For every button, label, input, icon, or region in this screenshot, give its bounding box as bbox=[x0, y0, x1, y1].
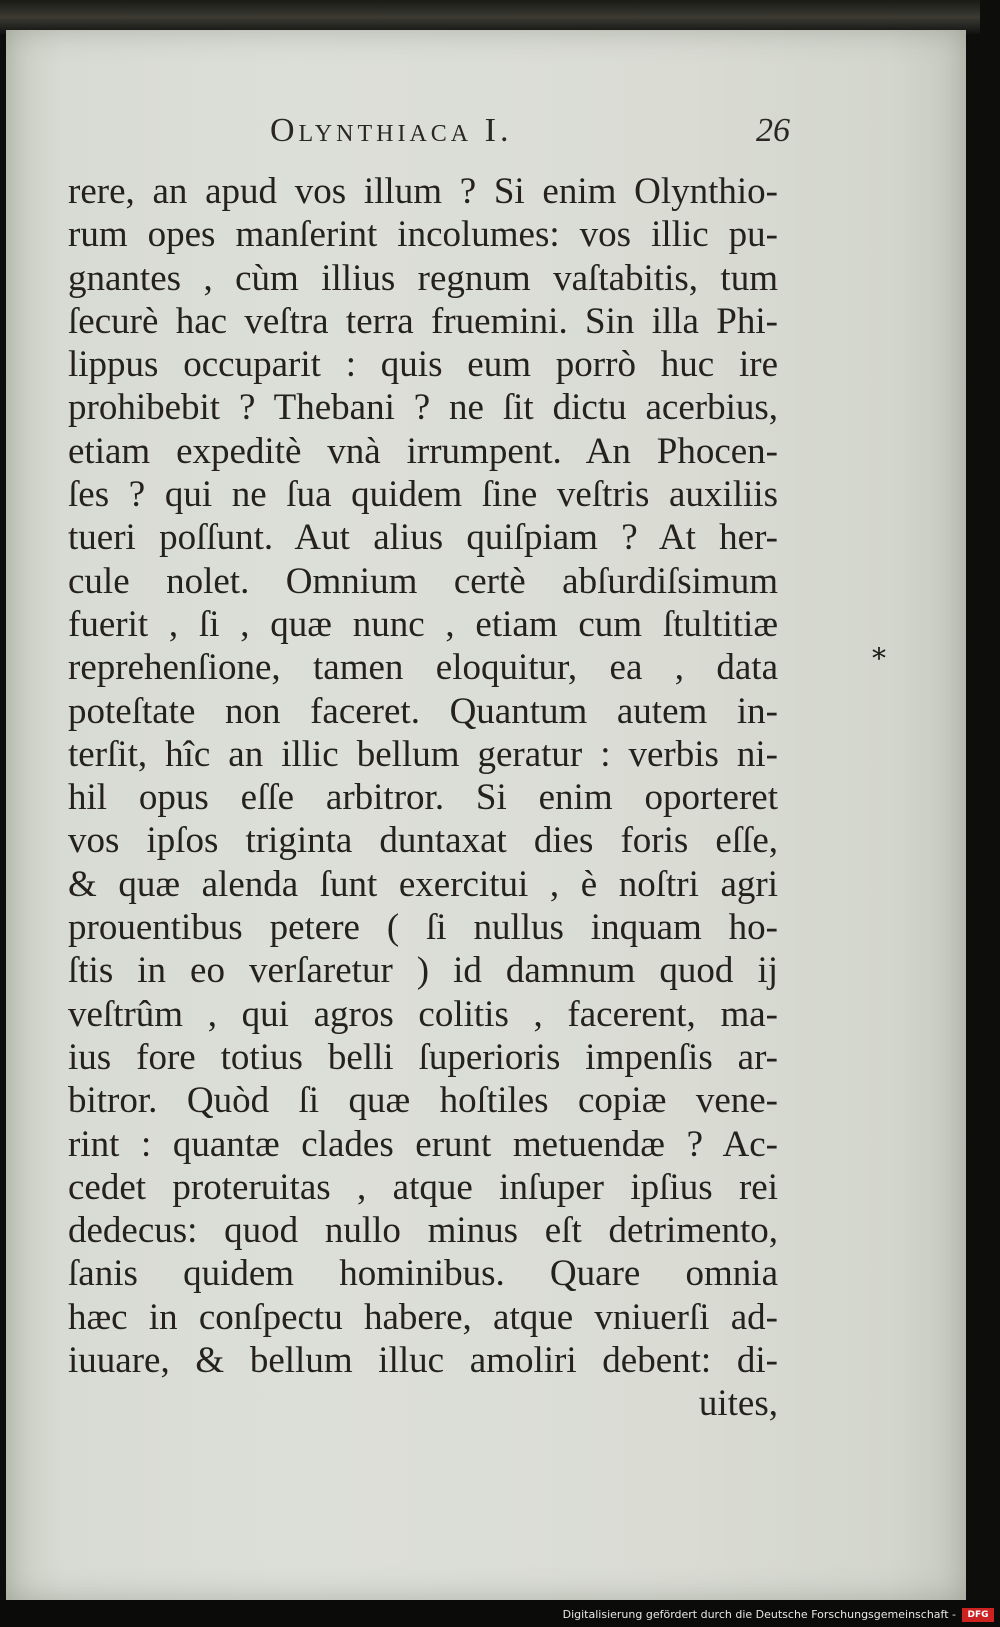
text-line: iuuare, & bellum illuc amoliri debent: di- bbox=[68, 1340, 778, 1382]
text-line: poteſtate non faceret. Quantum autem in- bbox=[68, 690, 778, 732]
text-line: vos ipſos triginta duntaxat dies foris eſſe, bbox=[68, 820, 778, 862]
text-line: veſtrûm , qui agros colitis , facerent, ma- bbox=[68, 993, 778, 1035]
text-line: ſanis quidem hominibus. Quare omnia bbox=[68, 1253, 778, 1295]
text-line: ſes ? qui ne ſua quidem ſine veſtris auxiliis bbox=[68, 474, 778, 516]
text-line: bitror. Quòd ſi quæ hoſtiles copiæ vene- bbox=[68, 1080, 778, 1122]
digitization-footer bbox=[0, 1600, 1000, 1627]
text-line: terſit, hîc an illic bellum geratur : verbis ni- bbox=[68, 733, 778, 775]
text-line: dedecus: quod nullo minus eſt detrimento, bbox=[68, 1210, 778, 1252]
margin-asterisk: * bbox=[872, 642, 886, 675]
text-line: hæc in conſpectu habere, atque vniuerſi ad- bbox=[68, 1296, 778, 1338]
text-line: fuerit , ſi , quæ nunc , etiam cum ſtultitiæ bbox=[68, 603, 778, 645]
dfg-logo: DFG bbox=[962, 1608, 994, 1622]
text-line: reprehenſione, tamen eloquitur, ea , data bbox=[68, 647, 778, 689]
text-line: gnantes , cùm illius regnum vaſtabitis, tum bbox=[68, 257, 778, 299]
catchword: uites, bbox=[698, 1383, 778, 1425]
text-line: cule nolet. Omnium certè abſurdiſsimum bbox=[68, 560, 778, 602]
text-line: prouentibus petere ( ſi nullus inquam ho- bbox=[68, 907, 778, 949]
text-line: rint : quantæ clades erunt metuendæ ? Ac- bbox=[68, 1123, 778, 1165]
text-line: etiam expeditè vnà irrumpent. An Phocen- bbox=[68, 430, 778, 472]
text-line: rum opes manſerint incolumes: vos illic pu- bbox=[68, 214, 778, 256]
text-line: prohibebit ? Thebani ? ne ſit dictu acerbius, bbox=[68, 387, 778, 429]
text-line: & quæ alenda ſunt exercitui , è noſtri agri bbox=[68, 863, 778, 905]
text-line: tueri poſſunt. Aut alius quiſpiam ? At her- bbox=[68, 517, 778, 559]
text-line: hil opus eſſe arbitror. Si enim oporteret bbox=[68, 777, 778, 819]
running-head-title: Olynthiaca I. bbox=[270, 112, 513, 149]
text-line: ius fore totius belli ſuperioris impenſis ar- bbox=[68, 1036, 778, 1078]
text-line: cedet proteruitas , atque inſuper ipſius rei bbox=[68, 1166, 778, 1208]
text-line: rere, an apud vos illum ? Si enim Olynthio- bbox=[68, 171, 778, 212]
book-top-edge bbox=[0, 0, 980, 34]
text-line: ſecurè hac veſtra terra fruemini. Sin illa Phi- bbox=[68, 300, 778, 342]
body-text bbox=[68, 170, 778, 1426]
page-number: 26 bbox=[756, 112, 790, 149]
text-line: lippus occuparit : quis eum porrò huc ire bbox=[68, 344, 778, 386]
text-line: ſtis in eo verſaretur ) id damnum quod ij bbox=[68, 950, 778, 992]
running-head bbox=[270, 112, 790, 162]
funding-credit: Digitalisierung gefördert durch die Deutsche Forschungsgemeinschaft - bbox=[562, 1608, 956, 1621]
